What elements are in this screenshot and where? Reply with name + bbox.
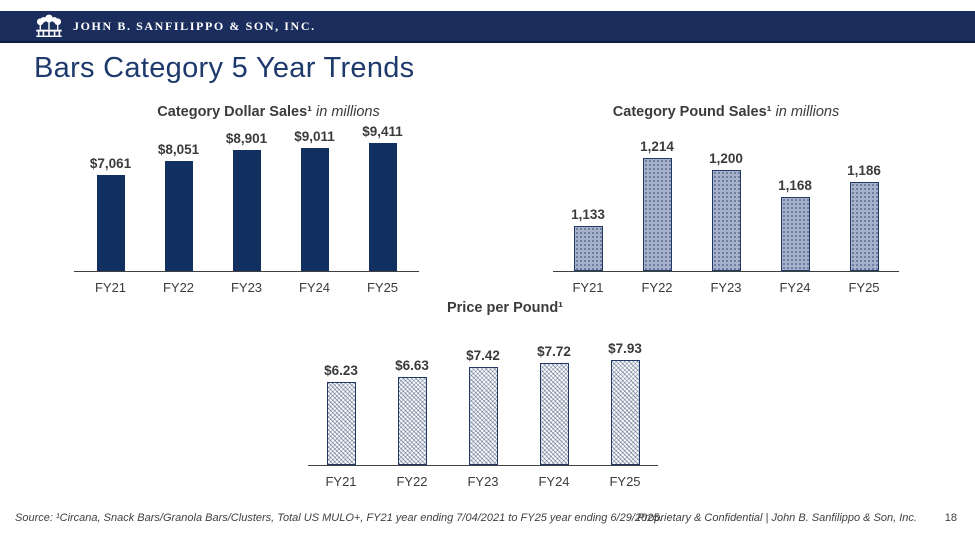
page-title: Bars Category 5 Year Trends <box>34 52 415 84</box>
plot-area <box>553 136 899 271</box>
chart-title-bold: Category Pound Sales¹ <box>612 104 772 120</box>
x-axis-label-cell <box>469 474 498 489</box>
bar-value-label: $8,901 <box>225 131 268 146</box>
x-axis-label: FY21 <box>325 474 357 489</box>
bar-column-fy23 <box>709 151 743 271</box>
bar-column-fy23 <box>225 131 268 271</box>
bar-fy22 <box>643 158 672 271</box>
bar-value-label: $7.72 <box>537 344 571 359</box>
confidential-footer: Proprietary & Confidential | John B. Sanfilippo & Son, Inc. <box>637 512 917 524</box>
bar-fy25 <box>850 182 879 271</box>
bar-fy24 <box>540 363 569 465</box>
bar-value-label: 1,186 <box>847 163 881 178</box>
price-per-pound-chart <box>308 300 658 495</box>
x-axis-label-cell <box>850 280 879 295</box>
source-footnote: Source: ¹Circana, Snack Bars/Granola Bars/Clusters, Total US MULO+, FY21 year ending 7/04/2021 to FY25 year ending 6/29/2025. <box>15 512 663 524</box>
bar-value-label: $7.93 <box>608 341 642 356</box>
chart-title-italic: in millions <box>312 104 380 120</box>
pound-sales-chart <box>553 104 899 304</box>
trees-emblem-icon <box>33 13 65 40</box>
x-axis-label: FY22 <box>641 280 673 295</box>
x-axis-label-cell <box>781 280 810 295</box>
bar-column-fy24 <box>294 129 335 271</box>
bar-column-fy25 <box>362 124 403 271</box>
x-axis-line <box>74 271 419 272</box>
x-axis-label-cell <box>398 474 427 489</box>
bar-fy23 <box>233 150 261 271</box>
bar-fy21 <box>97 175 125 271</box>
bar-fy25 <box>369 143 397 271</box>
x-axis-label-cell <box>298 280 331 295</box>
x-axis-label-cell <box>643 280 672 295</box>
bar-value-label: $7,061 <box>89 156 132 171</box>
x-axis-label-cell <box>611 474 640 489</box>
bar-fy24 <box>301 148 329 271</box>
x-axis-label: FY22 <box>396 474 428 489</box>
chart-title-italic: in millions <box>771 104 840 120</box>
x-axis-labels <box>74 280 419 295</box>
x-axis-label-cell <box>366 280 399 295</box>
x-axis-label: FY24 <box>538 474 570 489</box>
bar-column-fy21 <box>324 363 358 465</box>
x-axis-label-cell <box>712 280 741 295</box>
bar-fy22 <box>165 161 193 271</box>
bar-value-label: $6.63 <box>395 358 429 373</box>
x-axis-label-cell <box>540 474 569 489</box>
x-axis-label: FY23 <box>710 280 742 295</box>
bar-column-fy22 <box>157 142 200 271</box>
page-number: 18 <box>944 512 957 524</box>
x-axis-label: FY21 <box>572 280 604 295</box>
chart-title-bold: Category Dollar Sales¹ <box>157 104 313 120</box>
header-bar <box>0 11 975 43</box>
bar-value-label: 1,200 <box>709 151 743 166</box>
company-name: JOHN B. SANFILIPPO & SON, INC. <box>73 18 316 33</box>
bar-fy21 <box>574 226 603 271</box>
chart-title <box>96 104 441 120</box>
bar-column-fy21 <box>571 207 605 271</box>
x-axis-label: FY25 <box>609 474 641 489</box>
dollar-sales-chart <box>74 104 419 304</box>
x-axis-label: FY24 <box>298 280 331 295</box>
x-axis-label: FY25 <box>366 280 399 295</box>
x-axis-labels <box>308 474 658 489</box>
x-axis-label-cell <box>230 280 263 295</box>
bar-column-fy25 <box>847 163 881 271</box>
chart-title <box>553 104 899 120</box>
bar-fy23 <box>712 170 741 271</box>
plot-area <box>74 124 419 271</box>
bar-value-label: $9,011 <box>294 129 335 144</box>
x-axis-label: FY22 <box>162 280 195 295</box>
bar-column-fy25 <box>608 341 642 465</box>
x-axis-line <box>308 465 658 466</box>
x-axis-label: FY23 <box>230 280 263 295</box>
bar-value-label: $8,051 <box>157 142 200 157</box>
x-axis-labels <box>553 280 899 295</box>
bar-fy23 <box>469 367 498 465</box>
x-axis-label-cell <box>162 280 195 295</box>
bar-fy25 <box>611 360 640 465</box>
x-axis-label: FY25 <box>848 280 880 295</box>
x-axis-label-cell <box>574 280 603 295</box>
bar-value-label: $6.23 <box>324 363 358 378</box>
x-axis-label: FY21 <box>94 280 127 295</box>
x-axis-label: FY24 <box>779 280 811 295</box>
x-axis-label-cell <box>327 474 356 489</box>
plot-area <box>308 341 658 465</box>
bar-column-fy22 <box>640 139 674 271</box>
x-axis-line <box>553 271 899 272</box>
x-axis-label-cell <box>94 280 127 295</box>
bar-fy21 <box>327 382 356 465</box>
bar-value-label: 1,168 <box>778 178 812 193</box>
bar-value-label: 1,214 <box>640 139 674 154</box>
chart-title <box>330 300 680 316</box>
bar-column-fy21 <box>89 156 132 271</box>
x-axis-label: FY23 <box>467 474 499 489</box>
bar-value-label: 1,133 <box>571 207 605 222</box>
bar-fy24 <box>781 197 810 271</box>
chart-title-bold: Price per Pound¹ <box>446 300 564 316</box>
bar-column-fy23 <box>466 348 500 465</box>
bar-column-fy22 <box>395 358 429 465</box>
bar-column-fy24 <box>537 344 571 465</box>
bar-fy22 <box>398 377 427 465</box>
bar-column-fy24 <box>778 178 812 271</box>
bar-value-label: $7.42 <box>466 348 500 363</box>
bar-value-label: $9,411 <box>362 124 403 139</box>
